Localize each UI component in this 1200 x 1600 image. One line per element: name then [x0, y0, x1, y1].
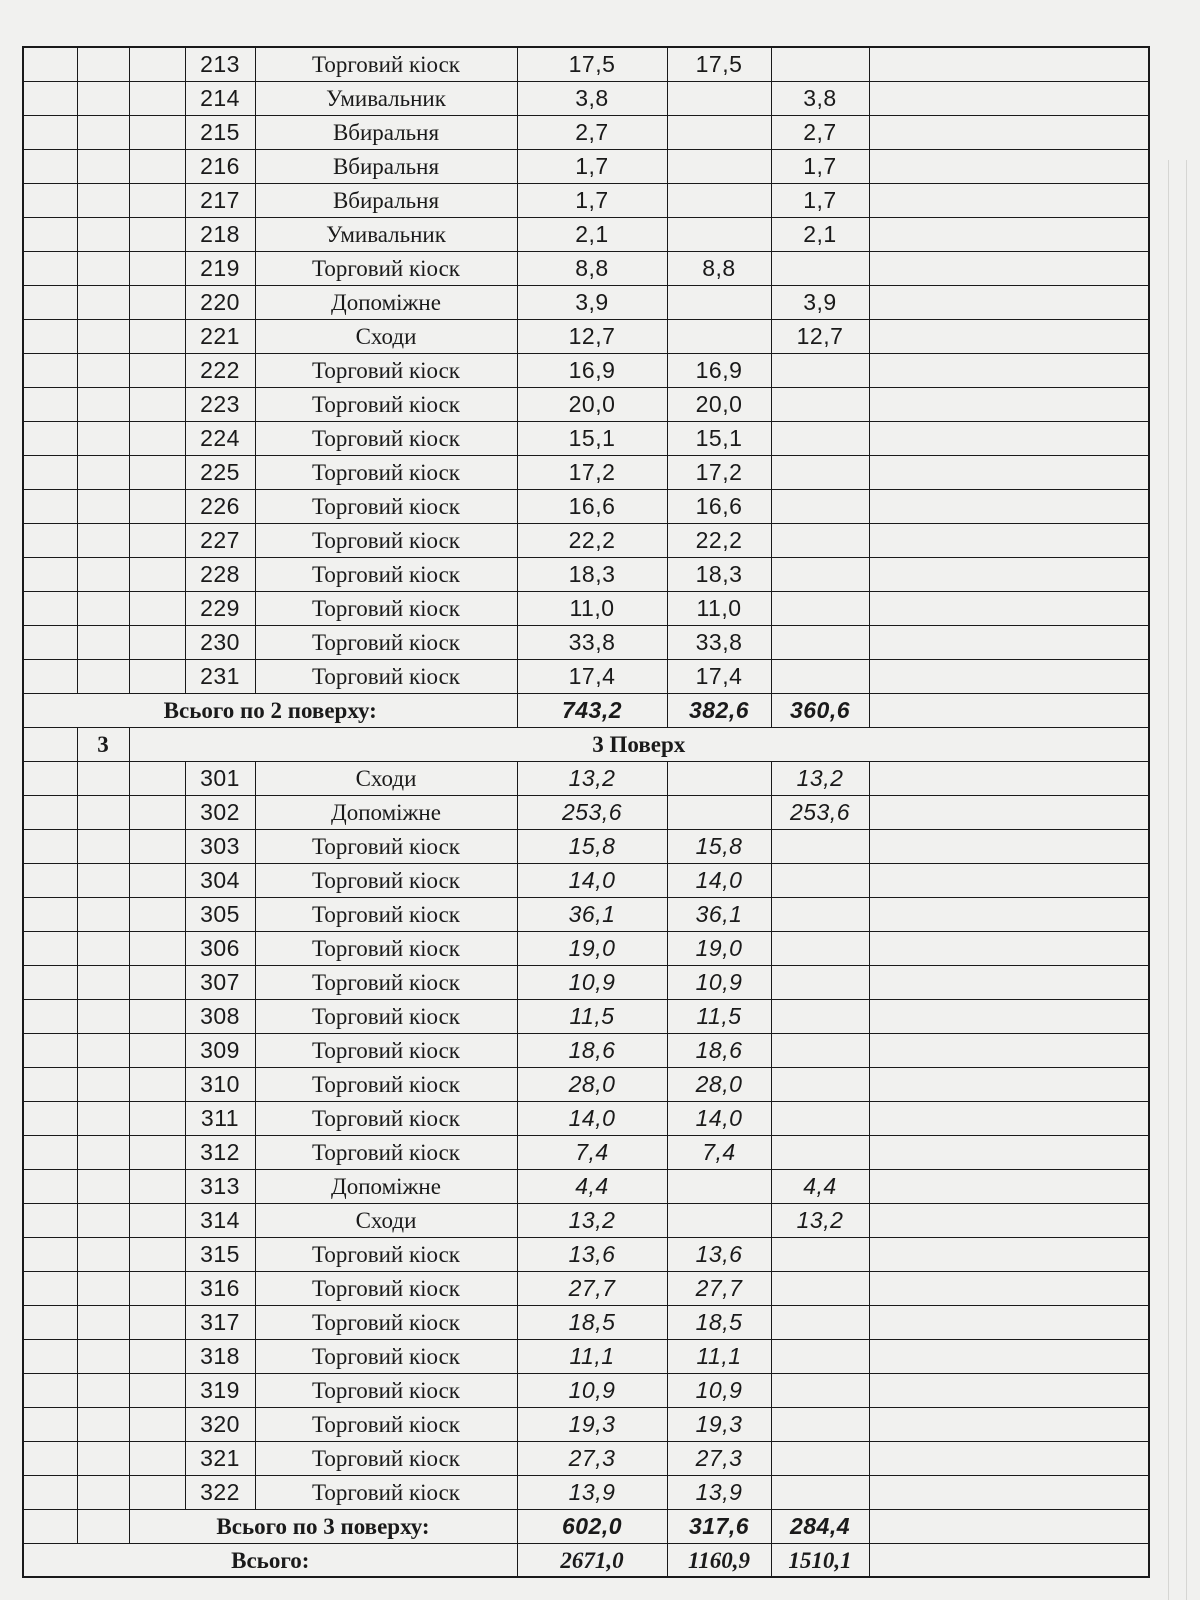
room-main-area: 20,0: [667, 388, 771, 422]
room-main-area: 18,6: [667, 1034, 771, 1068]
room-main-area: [667, 150, 771, 184]
room-row: [23, 252, 1149, 286]
room-row: [23, 388, 1149, 422]
room-main-area: 19,3: [667, 1408, 771, 1442]
room-row: [23, 422, 1149, 456]
room-aux-area: [771, 354, 869, 388]
room-name: Сходи: [255, 320, 517, 354]
room-aux-area: [771, 966, 869, 1000]
room-row: [23, 762, 1149, 796]
room-aux-area: 3,8: [771, 82, 869, 116]
room-aux-area: 1,7: [771, 150, 869, 184]
room-name: Торговий кіоск: [255, 626, 517, 660]
room-main-area: 28,0: [667, 1068, 771, 1102]
room-aux-area: [771, 524, 869, 558]
room-total-area: 18,6: [517, 1034, 667, 1068]
room-aux-area: [771, 1340, 869, 1374]
room-aux-area: [771, 1374, 869, 1408]
room-name: Допоміжне: [255, 1170, 517, 1204]
room-aux-area: [771, 592, 869, 626]
room-aux-area: [771, 1136, 869, 1170]
room-aux-area: [771, 1102, 869, 1136]
room-row: [23, 1340, 1149, 1374]
room-aux-area: [771, 1442, 869, 1476]
room-row: [23, 320, 1149, 354]
room-total-area: 14,0: [517, 1102, 667, 1136]
room-aux-area: 13,2: [771, 762, 869, 796]
room-row: [23, 898, 1149, 932]
room-aux-area: [771, 558, 869, 592]
room-name: Торговий кіоск: [255, 830, 517, 864]
room-total-area: 15,8: [517, 830, 667, 864]
room-aux-area: [771, 252, 869, 286]
room-number: 308: [185, 1000, 255, 1034]
room-number: 311: [185, 1102, 255, 1136]
room-name: Торговий кіоск: [255, 1272, 517, 1306]
room-number: 220: [185, 286, 255, 320]
room-row: [23, 864, 1149, 898]
room-row: [23, 592, 1149, 626]
room-main-area: [667, 796, 771, 830]
room-name: Торговий кіоск: [255, 354, 517, 388]
room-aux-area: 3,9: [771, 286, 869, 320]
room-total-area: 2,7: [517, 116, 667, 150]
room-name: Торговий кіоск: [255, 592, 517, 626]
room-aux-area: [771, 47, 869, 82]
room-main-area: [667, 320, 771, 354]
room-aux-area: [771, 422, 869, 456]
room-main-area: 11,1: [667, 1340, 771, 1374]
room-total-area: 1,7: [517, 150, 667, 184]
floor-3-aux-area: 284,4: [771, 1510, 869, 1544]
room-aux-area: 13,2: [771, 1204, 869, 1238]
floor-3-number: 3: [77, 728, 129, 762]
room-main-area: 15,8: [667, 830, 771, 864]
room-number: 318: [185, 1340, 255, 1374]
room-aux-area: [771, 898, 869, 932]
room-total-area: 4,4: [517, 1170, 667, 1204]
room-total-area: 28,0: [517, 1068, 667, 1102]
room-main-area: 14,0: [667, 1102, 771, 1136]
room-number: 229: [185, 592, 255, 626]
room-main-area: 27,7: [667, 1272, 771, 1306]
room-total-area: 17,5: [517, 47, 667, 82]
room-main-area: 10,9: [667, 1374, 771, 1408]
room-total-area: 16,6: [517, 490, 667, 524]
room-main-area: [667, 116, 771, 150]
room-total-area: 22,2: [517, 524, 667, 558]
room-number: 319: [185, 1374, 255, 1408]
room-name: Допоміжне: [255, 796, 517, 830]
floor-3-total-row: [23, 1510, 1149, 1544]
room-number: 315: [185, 1238, 255, 1272]
room-main-area: 14,0: [667, 864, 771, 898]
room-aux-area: [771, 1034, 869, 1068]
room-total-area: 8,8: [517, 252, 667, 286]
room-row: [23, 1238, 1149, 1272]
room-number: 215: [185, 116, 255, 150]
room-total-area: 3,9: [517, 286, 667, 320]
room-aux-area: [771, 456, 869, 490]
room-row: [23, 796, 1149, 830]
room-row: [23, 116, 1149, 150]
room-name: Торговий кіоск: [255, 660, 517, 694]
floor-2-main-area: 382,6: [667, 694, 771, 728]
room-number: 303: [185, 830, 255, 864]
room-total-area: 11,0: [517, 592, 667, 626]
room-main-area: [667, 1170, 771, 1204]
room-name: Торговий кіоск: [255, 932, 517, 966]
room-total-area: 16,9: [517, 354, 667, 388]
room-row: [23, 354, 1149, 388]
room-row: [23, 1170, 1149, 1204]
room-number: 224: [185, 422, 255, 456]
room-main-area: [667, 218, 771, 252]
grand-aux-area: 1510,1: [771, 1544, 869, 1578]
grand-total-area: 2671,0: [517, 1544, 667, 1578]
room-number: 218: [185, 218, 255, 252]
room-number: 306: [185, 932, 255, 966]
room-total-area: 1,7: [517, 184, 667, 218]
room-number: 313: [185, 1170, 255, 1204]
room-total-area: 19,3: [517, 1408, 667, 1442]
room-name: Торговий кіоск: [255, 524, 517, 558]
room-main-area: 19,0: [667, 932, 771, 966]
room-name: Торговий кіоск: [255, 1442, 517, 1476]
room-total-area: 13,2: [517, 1204, 667, 1238]
room-row: [23, 150, 1149, 184]
room-row: [23, 1374, 1149, 1408]
room-total-area: 17,2: [517, 456, 667, 490]
room-row: [23, 1000, 1149, 1034]
room-main-area: 10,9: [667, 966, 771, 1000]
room-name: Вбиральня: [255, 184, 517, 218]
room-aux-area: [771, 1408, 869, 1442]
room-aux-area: 12,7: [771, 320, 869, 354]
room-main-area: 36,1: [667, 898, 771, 932]
room-total-area: 27,3: [517, 1442, 667, 1476]
room-row: [23, 1272, 1149, 1306]
room-number: 322: [185, 1476, 255, 1510]
room-number: 304: [185, 864, 255, 898]
room-number: 312: [185, 1136, 255, 1170]
room-main-area: 13,9: [667, 1476, 771, 1510]
room-total-area: 13,6: [517, 1238, 667, 1272]
room-number: 320: [185, 1408, 255, 1442]
room-name: Допоміжне: [255, 286, 517, 320]
room-main-area: 33,8: [667, 626, 771, 660]
room-row: [23, 1034, 1149, 1068]
room-main-area: 17,2: [667, 456, 771, 490]
room-name: Торговий кіоск: [255, 1306, 517, 1340]
room-aux-area: 1,7: [771, 184, 869, 218]
room-name: Торговий кіоск: [255, 490, 517, 524]
room-number: 305: [185, 898, 255, 932]
room-number: 223: [185, 388, 255, 422]
background-grid-line: [1168, 160, 1169, 1600]
room-number: 226: [185, 490, 255, 524]
room-aux-area: 4,4: [771, 1170, 869, 1204]
room-row: [23, 218, 1149, 252]
room-name: Умивальник: [255, 82, 517, 116]
room-aux-area: [771, 1238, 869, 1272]
room-total-area: 10,9: [517, 1374, 667, 1408]
floor-2-aux-area: 360,6: [771, 694, 869, 728]
room-aux-area: [771, 1306, 869, 1340]
room-total-area: 10,9: [517, 966, 667, 1000]
room-aux-area: [771, 388, 869, 422]
room-main-area: 18,5: [667, 1306, 771, 1340]
room-name: Торговий кіоск: [255, 1340, 517, 1374]
room-row: [23, 1408, 1149, 1442]
floor-2-total-row: [23, 694, 1149, 728]
room-number: 314: [185, 1204, 255, 1238]
room-number: 309: [185, 1034, 255, 1068]
room-row: [23, 660, 1149, 694]
room-row: [23, 490, 1149, 524]
room-aux-area: 253,6: [771, 796, 869, 830]
room-row: [23, 1204, 1149, 1238]
room-row: [23, 286, 1149, 320]
room-number: 310: [185, 1068, 255, 1102]
room-aux-area: [771, 864, 869, 898]
room-number: 213: [185, 47, 255, 82]
room-main-area: 16,6: [667, 490, 771, 524]
room-total-area: 17,4: [517, 660, 667, 694]
room-name: Торговий кіоск: [255, 1238, 517, 1272]
room-name: Торговий кіоск: [255, 966, 517, 1000]
room-number: 227: [185, 524, 255, 558]
floor-3-title: 3 Поверх: [129, 728, 1149, 762]
floor-2-total-label: Всього по 2 поверху:: [23, 694, 517, 728]
room-name: Торговий кіоск: [255, 456, 517, 490]
room-name: Торговий кіоск: [255, 1374, 517, 1408]
floor-3-header-row: [23, 728, 1149, 762]
room-row: [23, 1442, 1149, 1476]
room-row: [23, 82, 1149, 116]
room-total-area: 20,0: [517, 388, 667, 422]
room-name: Торговий кіоск: [255, 1000, 517, 1034]
room-name: Сходи: [255, 762, 517, 796]
room-total-area: 15,1: [517, 422, 667, 456]
room-number: 214: [185, 82, 255, 116]
room-main-area: 18,3: [667, 558, 771, 592]
room-aux-area: [771, 830, 869, 864]
room-main-area: 11,0: [667, 592, 771, 626]
room-number: 216: [185, 150, 255, 184]
room-aux-area: [771, 1272, 869, 1306]
room-row: [23, 184, 1149, 218]
room-main-area: [667, 762, 771, 796]
room-aux-area: [771, 626, 869, 660]
room-main-area: 27,3: [667, 1442, 771, 1476]
room-total-area: 253,6: [517, 796, 667, 830]
room-row: [23, 1102, 1149, 1136]
room-aux-area: 2,1: [771, 218, 869, 252]
room-number: 317: [185, 1306, 255, 1340]
floor-3-total-area: 602,0: [517, 1510, 667, 1544]
room-row: [23, 1136, 1149, 1170]
room-row: [23, 966, 1149, 1000]
room-row: [23, 524, 1149, 558]
room-number: 302: [185, 796, 255, 830]
room-name: Умивальник: [255, 218, 517, 252]
room-name: Вбиральня: [255, 116, 517, 150]
room-name: Торговий кіоск: [255, 388, 517, 422]
room-name: Вбиральня: [255, 150, 517, 184]
room-number: 301: [185, 762, 255, 796]
floor-3-main-area: 317,6: [667, 1510, 771, 1544]
room-total-area: 12,7: [517, 320, 667, 354]
room-total-area: 11,5: [517, 1000, 667, 1034]
room-row: [23, 1476, 1149, 1510]
background-grid-line: [1186, 160, 1187, 1600]
room-row: [23, 1068, 1149, 1102]
room-main-area: 13,6: [667, 1238, 771, 1272]
room-name: Торговий кіоск: [255, 1408, 517, 1442]
room-number: 221: [185, 320, 255, 354]
room-row: [23, 932, 1149, 966]
room-row: [23, 1306, 1149, 1340]
room-name: Торговий кіоск: [255, 1476, 517, 1510]
room-row: [23, 558, 1149, 592]
room-total-area: 11,1: [517, 1340, 667, 1374]
room-name: Торговий кіоск: [255, 864, 517, 898]
room-aux-area: [771, 1068, 869, 1102]
room-number: 316: [185, 1272, 255, 1306]
room-total-area: 2,1: [517, 218, 667, 252]
room-main-area: [667, 184, 771, 218]
room-total-area: 13,2: [517, 762, 667, 796]
room-main-area: [667, 1204, 771, 1238]
room-name: Торговий кіоск: [255, 1034, 517, 1068]
room-number: 321: [185, 1442, 255, 1476]
grand-total-label: Всього:: [23, 1544, 517, 1578]
room-name: Торговий кіоск: [255, 1068, 517, 1102]
room-name: Торговий кіоск: [255, 1102, 517, 1136]
room-number: 230: [185, 626, 255, 660]
room-main-area: 22,2: [667, 524, 771, 558]
room-total-area: 7,4: [517, 1136, 667, 1170]
room-name: Торговий кіоск: [255, 1136, 517, 1170]
room-main-area: 17,4: [667, 660, 771, 694]
room-total-area: 3,8: [517, 82, 667, 116]
room-total-area: 18,3: [517, 558, 667, 592]
room-number: 231: [185, 660, 255, 694]
room-name: Сходи: [255, 1204, 517, 1238]
room-number: 228: [185, 558, 255, 592]
floor-2-rows: [23, 47, 1149, 694]
room-aux-area: 2,7: [771, 116, 869, 150]
room-main-area: 11,5: [667, 1000, 771, 1034]
room-main-area: 16,9: [667, 354, 771, 388]
room-name: Торговий кіоск: [255, 252, 517, 286]
room-main-area: [667, 82, 771, 116]
room-main-area: 15,1: [667, 422, 771, 456]
room-row: [23, 626, 1149, 660]
room-row: [23, 47, 1149, 82]
room-aux-area: [771, 1000, 869, 1034]
room-aux-area: [771, 1476, 869, 1510]
room-number: 219: [185, 252, 255, 286]
grand-total-row: [23, 1544, 1149, 1578]
room-main-area: 17,5: [667, 47, 771, 82]
room-aux-area: [771, 490, 869, 524]
room-total-area: 14,0: [517, 864, 667, 898]
room-number: 307: [185, 966, 255, 1000]
room-total-area: 19,0: [517, 932, 667, 966]
room-row: [23, 830, 1149, 864]
room-number: 217: [185, 184, 255, 218]
room-main-area: 8,8: [667, 252, 771, 286]
room-main-area: [667, 286, 771, 320]
room-main-area: 7,4: [667, 1136, 771, 1170]
room-aux-area: [771, 932, 869, 966]
room-name: Торговий кіоск: [255, 558, 517, 592]
floor-2-total-area: 743,2: [517, 694, 667, 728]
room-name: Торговий кіоск: [255, 47, 517, 82]
room-total-area: 13,9: [517, 1476, 667, 1510]
room-name: Торговий кіоск: [255, 422, 517, 456]
floor-3-total-label: Всього по 3 поверху:: [129, 1510, 517, 1544]
room-number: 225: [185, 456, 255, 490]
room-row: [23, 456, 1149, 490]
room-name: Торговий кіоск: [255, 898, 517, 932]
grand-main-area: 1160,9: [667, 1544, 771, 1578]
room-total-area: 18,5: [517, 1306, 667, 1340]
room-area-table: [22, 46, 1150, 1578]
room-total-area: 27,7: [517, 1272, 667, 1306]
room-number: 222: [185, 354, 255, 388]
room-total-area: 33,8: [517, 626, 667, 660]
floor-3-rows: [23, 762, 1149, 1510]
room-aux-area: [771, 660, 869, 694]
room-total-area: 36,1: [517, 898, 667, 932]
